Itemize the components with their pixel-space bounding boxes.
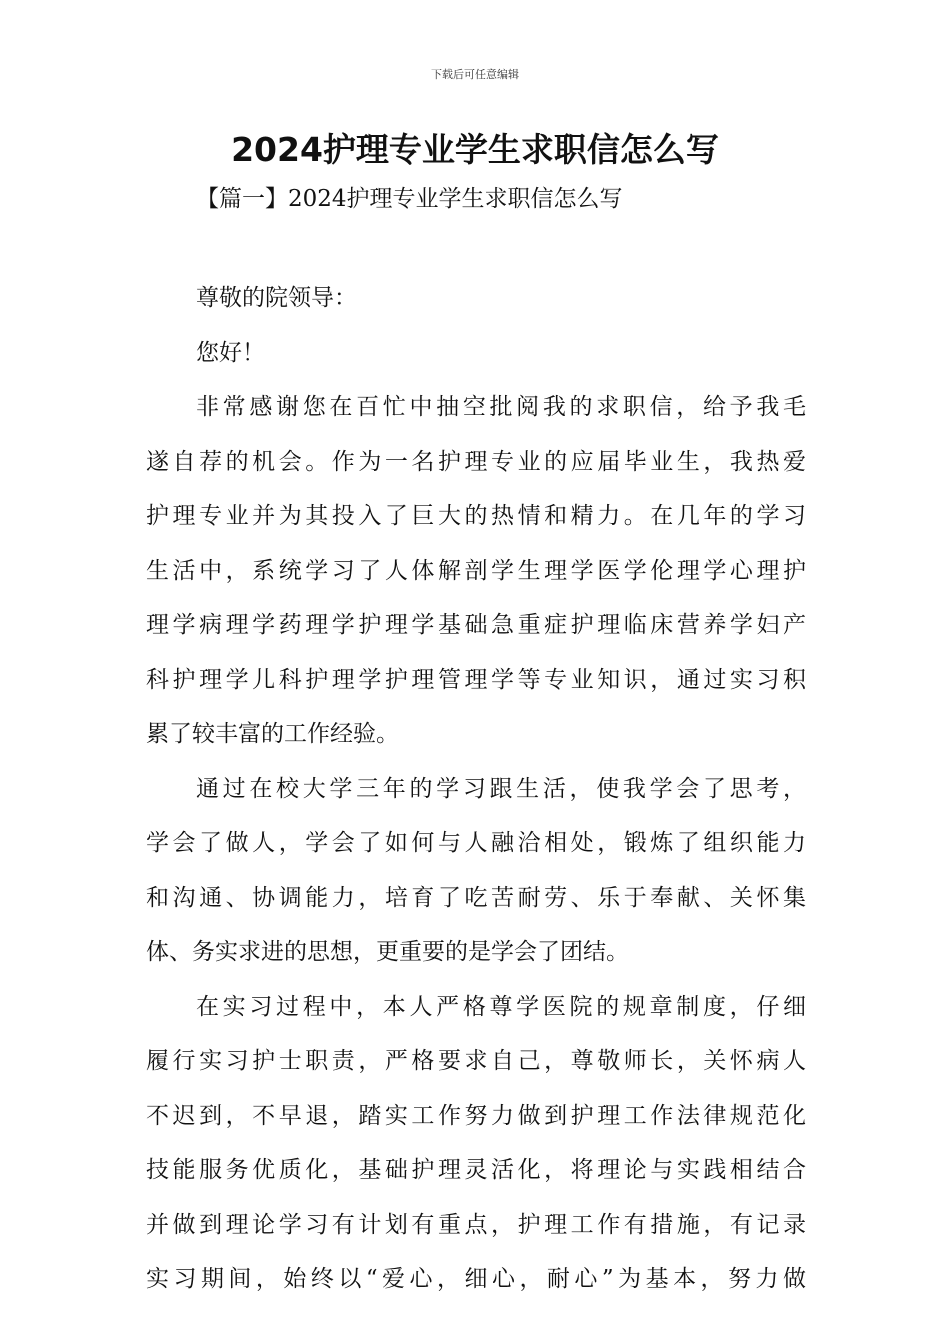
paragraph-line: 学会了做人，学会了如何与人融洽相处，锻炼了组织能力 (146, 830, 806, 856)
paragraph-line: 非常感谢您在百忙中抽空批阅我的求职信，给予我毛 (196, 394, 806, 420)
paragraph-line: 在实习过程中，本人严格尊学医院的规章制度，仔细 (196, 993, 806, 1020)
letter-body (146, 277, 806, 1313)
paragraph-line: 科护理学儿科护理学护理管理学等专业知识，通过实习积 (146, 666, 806, 693)
header-note: 下载后可任意编辑 (431, 68, 519, 81)
paragraph-line: 体、务实求进的思想，更重要的是学会了团结。 (146, 939, 629, 965)
document-title: 2024护理专业学生求职信怎么写 (231, 130, 719, 169)
paragraph-line: 理学病理学药理学护理学基础急重症护理临床营养学妇产 (146, 612, 806, 638)
paragraph-line: 护理专业并为其投入了巨大的热情和精力。在几年的学习 (146, 503, 806, 529)
paragraph-line: 不迟到，不早退，踏实工作努力做到护理工作法律规范化 (146, 1102, 806, 1129)
paragraph-line: 并做到理论学习有计划有重点，护理工作有措施，有记录 (146, 1211, 806, 1238)
paragraph-line: 遂自荐的机会。作为一名护理专业的应届毕业生，我热爱 (146, 448, 806, 475)
greeting-line: 您好！ (196, 339, 265, 366)
paragraph-line: 实习期间，始终以“爱心，细心，耐心”为基本，努力做 (146, 1266, 806, 1292)
salutation-line: 尊敬的院领导： (196, 285, 357, 311)
paragraph-line: 履行实习护士职责，严格要求自己，尊敬师长，关怀病人 (146, 1048, 806, 1074)
section-heading: 【篇一】2024护理专业学生求职信怎么写 (196, 186, 623, 212)
paragraph-line: 技能服务优质化，基础护理灵活化，将理论与实践相结合 (146, 1157, 806, 1183)
paragraph-line: 通过在校大学三年的学习跟生活，使我学会了思考， (196, 775, 806, 802)
paragraph-line: 累了较丰富的工作经验。 (146, 721, 399, 747)
paragraph-line: 生活中，系统学习了人体解剖学生理学医学伦理学心理护 (146, 557, 806, 584)
paragraph-line: 和沟通、协调能力，培育了吃苦耐劳、乐于奉献、关怀集 (146, 884, 806, 911)
